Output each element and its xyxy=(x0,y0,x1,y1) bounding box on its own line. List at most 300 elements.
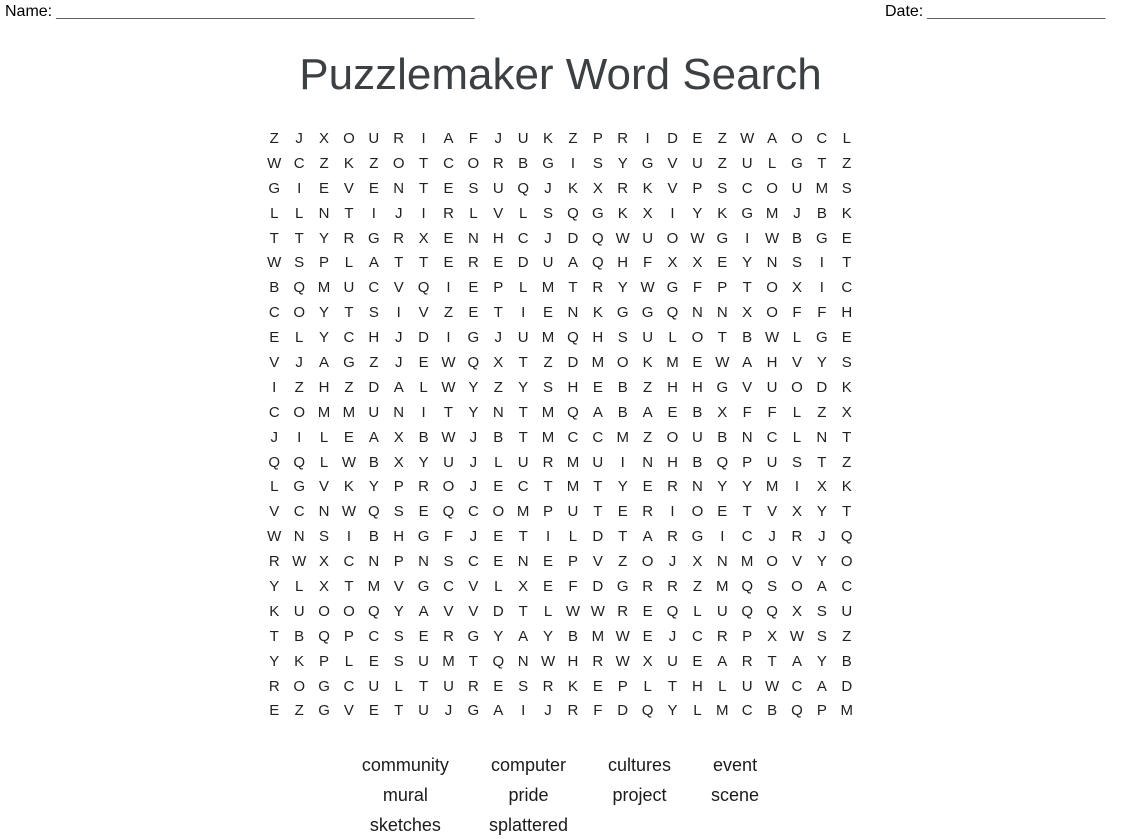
grid-cell: U xyxy=(418,702,430,720)
grid-cell: I xyxy=(620,453,625,471)
grid-cell: C xyxy=(517,478,529,496)
grid-cell: Z xyxy=(294,702,304,720)
grid-cell: S xyxy=(294,254,305,272)
grid-cell: M xyxy=(840,702,853,720)
grid-cell: N xyxy=(741,428,753,446)
grid-cell: E xyxy=(269,702,280,720)
grid-cell: X xyxy=(319,577,330,595)
grid-cell: F xyxy=(767,403,777,421)
grid-cell: A xyxy=(319,353,330,371)
grid-cell: E xyxy=(343,428,354,446)
grid-cell: U xyxy=(368,677,380,695)
grid-cell: H xyxy=(691,677,703,695)
grid-cell: X xyxy=(717,403,728,421)
grid-cell: Z xyxy=(692,577,702,595)
grid-cell: N xyxy=(293,528,305,546)
grid-cell: I xyxy=(570,154,576,172)
grid-cell: D xyxy=(368,378,380,396)
grid-cell: X xyxy=(742,304,753,322)
grid-cell: E xyxy=(368,652,379,670)
grid-cell: W xyxy=(441,428,456,446)
grid-cell: L xyxy=(319,453,329,471)
grid-cell: G xyxy=(592,204,604,222)
grid-cell: W xyxy=(615,652,630,670)
grid-cell: P xyxy=(692,179,703,197)
grid-cell: J xyxy=(394,353,403,371)
grid-cell: G xyxy=(741,204,754,222)
grid-cell: H xyxy=(318,378,330,396)
grid-cell: J xyxy=(469,453,478,471)
grid-cell: J xyxy=(295,129,303,147)
grid-cell: J xyxy=(394,204,403,222)
grid-cell: N xyxy=(318,204,330,222)
grid-cell: M xyxy=(541,279,555,297)
grid-cell: I xyxy=(346,528,352,546)
grid-cell: U xyxy=(293,602,305,620)
grid-cell: C xyxy=(343,677,355,695)
grid-cell: Z xyxy=(842,453,852,471)
grid-cell: L xyxy=(643,677,652,695)
grid-cell: E xyxy=(841,329,852,347)
grid-cell: T xyxy=(667,677,678,695)
grid-cell: X xyxy=(493,353,504,371)
grid-cell: R xyxy=(741,652,753,670)
grid-cell: O xyxy=(318,602,330,620)
grid-cell: A xyxy=(368,254,379,272)
grid-cell: M xyxy=(740,553,754,571)
grid-cell: R xyxy=(268,677,280,695)
grid-cell: O xyxy=(840,553,853,571)
grid-cell: T xyxy=(742,503,752,521)
grid-cell: W xyxy=(615,229,630,247)
grid-cell: O xyxy=(791,577,803,595)
grid-cell: E xyxy=(692,353,703,371)
name-blank-line: _______________________________________________ xyxy=(56,3,475,20)
grid-cell: G xyxy=(666,279,679,297)
grid-cell: Q xyxy=(467,353,480,371)
grid-cell: V xyxy=(443,602,454,620)
grid-cell: Z xyxy=(568,129,578,147)
grid-cell: R xyxy=(343,229,355,247)
grid-cell: Q xyxy=(741,602,754,620)
grid-cell: Y xyxy=(742,478,753,496)
grid-cell: P xyxy=(567,553,578,571)
grid-cell: I xyxy=(521,304,526,322)
grid-cell: U xyxy=(443,677,454,695)
grid-cell: N xyxy=(393,403,405,421)
grid-cell: Q xyxy=(840,528,853,546)
grid-cell: T xyxy=(717,329,727,347)
grid-cell: E xyxy=(493,254,504,272)
grid-cell: C xyxy=(741,179,753,197)
word-bank-item: computer xyxy=(490,754,566,775)
grid-cell: S xyxy=(368,304,379,322)
grid-cell: Z xyxy=(543,353,553,371)
grid-cell: I xyxy=(297,428,302,446)
grid-cell: L xyxy=(469,204,478,222)
grid-cell: K xyxy=(567,179,578,197)
grid-cell: U xyxy=(691,154,703,172)
grid-cell: E xyxy=(493,528,504,546)
grid-cell: Y xyxy=(269,577,280,595)
grid-cell: O xyxy=(791,129,803,147)
grid-cell: C xyxy=(592,428,604,446)
word-bank-item: splattered xyxy=(488,814,568,835)
grid-cell: I xyxy=(396,304,401,322)
grid-cell: W xyxy=(764,329,780,347)
word-bank-item: sketches xyxy=(369,814,441,835)
grid-cell: T xyxy=(344,304,354,322)
grid-cell: Q xyxy=(567,403,579,421)
grid-cell: E xyxy=(368,179,379,197)
grid-cell: G xyxy=(268,179,281,197)
grid-cell: B xyxy=(294,627,305,645)
grid-cell: U xyxy=(667,652,678,670)
grid-cell: X xyxy=(642,204,653,222)
grid-cell: P xyxy=(343,627,354,645)
grid-cell: I xyxy=(272,378,277,396)
grid-cell: V xyxy=(592,553,603,571)
grid-cell: T xyxy=(344,577,354,595)
grid-cell: B xyxy=(567,627,578,645)
grid-cell: W xyxy=(565,602,581,620)
grid-cell: B xyxy=(518,154,529,172)
grid-cell: A xyxy=(642,528,653,546)
grid-cell: E xyxy=(717,503,728,521)
grid-cell: C xyxy=(517,229,529,247)
grid-cell: A xyxy=(393,378,404,396)
grid-cell: N xyxy=(716,553,728,571)
grid-cell: P xyxy=(742,453,753,471)
grid-cell: Y xyxy=(319,329,330,347)
grid-cell: Z xyxy=(319,154,329,172)
grid-cell: Y xyxy=(319,304,330,322)
grid-cell: K xyxy=(642,179,653,197)
grid-cell: W xyxy=(789,627,805,645)
grid-cell: L xyxy=(718,677,727,695)
grid-cell: K xyxy=(642,353,653,371)
grid-cell: E xyxy=(418,353,429,371)
grid-cell: Y xyxy=(418,453,429,471)
grid-cell: N xyxy=(567,304,579,322)
grid-cell: B xyxy=(368,528,379,546)
grid-cell: O xyxy=(467,154,480,172)
grid-cell: C xyxy=(467,553,479,571)
grid-cell: Q xyxy=(442,503,455,521)
grid-cell: O xyxy=(766,553,778,571)
grid-cell: M xyxy=(591,627,605,645)
page-title: Puzzlemaker Word Search xyxy=(299,50,822,99)
grid-cell: T xyxy=(443,403,454,421)
grid-cell: F xyxy=(817,304,827,322)
grid-cell: X xyxy=(319,553,330,571)
grid-cell: K xyxy=(269,602,280,620)
grid-cell: Y xyxy=(269,652,280,670)
grid-cell: E xyxy=(642,627,653,645)
grid-cell: K xyxy=(294,652,305,670)
grid-cell: U xyxy=(766,453,778,471)
grid-cell: Q xyxy=(567,204,579,222)
grid-cell: F xyxy=(443,528,454,546)
grid-cell: X xyxy=(418,229,429,247)
grid-cell: G xyxy=(691,528,704,546)
date-field xyxy=(885,3,1105,21)
grid-cell: V xyxy=(269,353,280,371)
grid-cell: H xyxy=(393,528,405,546)
grid-cell: H xyxy=(567,652,579,670)
grid-cell: G xyxy=(343,353,355,371)
grid-cell: B xyxy=(717,428,728,446)
grid-cell: I xyxy=(670,503,675,521)
grid-cell: N xyxy=(642,453,654,471)
grid-cell: X xyxy=(393,428,404,446)
grid-cell: W xyxy=(441,378,456,396)
grid-cell: B xyxy=(816,204,827,222)
grid-cell: P xyxy=(319,254,330,272)
grid-cell: B xyxy=(418,428,429,446)
grid-cell: B xyxy=(617,378,628,396)
grid-cell: V xyxy=(319,478,330,496)
grid-cell: Q xyxy=(567,329,579,347)
grid-cell: V xyxy=(767,503,778,521)
grid-cell: X xyxy=(767,627,778,645)
grid-cell: E xyxy=(493,553,504,571)
grid-cell: L xyxy=(494,577,503,595)
grid-cell: Y xyxy=(543,627,554,645)
grid-cell: I xyxy=(446,279,451,297)
grid-cell: T xyxy=(468,652,478,670)
grid-cell: C xyxy=(567,428,579,446)
grid-cell: U xyxy=(741,154,753,172)
grid-cell: Y xyxy=(816,652,827,670)
grid-cell: K xyxy=(841,478,852,496)
grid-cell: S xyxy=(617,329,628,347)
grid-cell: Q xyxy=(367,602,380,620)
grid-cell: L xyxy=(792,428,802,446)
grid-cell: O xyxy=(766,304,778,322)
word-bank-empty-cell xyxy=(608,810,671,840)
grid-cell: F xyxy=(792,304,802,322)
grid-cell: X xyxy=(841,403,852,421)
grid-cell: X xyxy=(692,254,703,272)
grid-cell: G xyxy=(318,702,330,720)
grid-cell: R xyxy=(443,204,454,222)
grid-cell: M xyxy=(442,652,455,670)
grid-cell: S xyxy=(393,627,404,645)
grid-cell: K xyxy=(567,677,578,695)
grid-cell: O xyxy=(343,129,355,147)
grid-cell: G xyxy=(616,304,629,322)
grid-cell: C xyxy=(443,577,454,595)
grid-cell: F xyxy=(593,702,603,720)
grid-cell: Z xyxy=(443,304,454,322)
grid-cell: R xyxy=(667,577,678,595)
grid-cell: D xyxy=(567,229,579,247)
grid-cell: U xyxy=(517,129,529,147)
grid-cell: T xyxy=(518,428,528,446)
grid-cell: S xyxy=(319,528,330,546)
grid-cell: I xyxy=(521,702,526,720)
grid-cell: Q xyxy=(293,279,305,297)
grid-cell: Z xyxy=(369,353,379,371)
grid-cell: U xyxy=(542,254,554,272)
grid-cell: D xyxy=(418,329,430,347)
grid-cell: J xyxy=(444,702,453,720)
grid-cell: P xyxy=(617,677,628,695)
grid-cell: Z xyxy=(717,154,727,172)
grid-cell: K xyxy=(592,304,603,322)
grid-cell: R xyxy=(617,602,629,620)
grid-cell: N xyxy=(393,179,405,197)
grid-cell: E xyxy=(319,179,330,197)
word-bank-item: project xyxy=(612,784,667,805)
grid-cell: X xyxy=(642,652,653,670)
grid-cell: V xyxy=(269,503,280,521)
grid-cell: F xyxy=(692,279,702,297)
grid-cell: Q xyxy=(517,179,529,197)
grid-cell: Q xyxy=(318,627,330,645)
grid-cell: X xyxy=(393,453,404,471)
grid-cell: V xyxy=(343,702,354,720)
grid-cell: Y xyxy=(319,229,330,247)
date-label: Date: xyxy=(885,3,924,20)
grid-cell: O xyxy=(293,677,305,695)
grid-cell: L xyxy=(842,129,851,147)
grid-cell: C xyxy=(741,528,753,546)
grid-cell: Z xyxy=(269,129,279,147)
grid-cell: L xyxy=(568,528,578,546)
grid-cell: S xyxy=(767,577,778,595)
word-bank-item: community xyxy=(361,754,449,775)
grid-cell: A xyxy=(816,577,827,595)
grid-cell: L xyxy=(518,279,528,297)
grid-cell: I xyxy=(421,204,426,222)
grid-cell: R xyxy=(567,702,579,720)
grid-cell: B xyxy=(617,403,628,421)
grid-cell: E xyxy=(468,304,479,322)
grid-cell: E xyxy=(443,229,454,247)
grid-cell: M xyxy=(516,503,530,521)
grid-cell: L xyxy=(294,204,304,222)
grid-cell: D xyxy=(517,254,529,272)
grid-cell: L xyxy=(344,652,354,670)
grid-cell: E xyxy=(493,677,504,695)
grid-cell: C xyxy=(691,627,703,645)
date-blank-line: ____________________ xyxy=(927,3,1106,20)
grid-cell: J xyxy=(270,428,278,446)
grid-cell: K xyxy=(717,204,728,222)
grid-cell: W xyxy=(267,254,282,272)
grid-cell: N xyxy=(467,229,479,247)
grid-cell: T xyxy=(817,154,827,172)
grid-cell: W xyxy=(341,453,357,471)
grid-cell: W xyxy=(640,279,655,297)
grid-cell: K xyxy=(841,378,852,396)
grid-cell: T xyxy=(817,453,827,471)
grid-cell: V xyxy=(468,602,479,620)
grid-cell: R xyxy=(667,478,678,496)
grid-cell: Y xyxy=(816,353,827,371)
grid-cell: U xyxy=(368,129,380,147)
grid-cell: M xyxy=(716,702,729,720)
grid-cell: C xyxy=(368,279,380,297)
grid-cell: E xyxy=(493,478,504,496)
grid-cell: M xyxy=(541,403,555,421)
grid-cell: M xyxy=(566,453,580,471)
grid-cell: G xyxy=(542,154,554,172)
grid-cell: R xyxy=(418,478,430,496)
grid-cell: S xyxy=(791,254,802,272)
grid-cell: A xyxy=(567,254,578,272)
grid-cell: Z xyxy=(344,378,354,396)
grid-cell: R xyxy=(667,528,678,546)
grid-cell: C xyxy=(343,329,355,347)
grid-cell: H xyxy=(841,304,853,322)
grid-cell: J xyxy=(544,702,552,720)
grid-cell: C xyxy=(766,428,778,446)
grid-cell: E xyxy=(617,503,628,521)
grid-cell: Q xyxy=(417,279,430,297)
grid-cell: O xyxy=(616,353,629,371)
grid-cell: J xyxy=(469,478,478,496)
grid-cell: A xyxy=(791,652,802,670)
grid-cell: C xyxy=(268,403,280,421)
grid-cell: Q xyxy=(741,577,754,595)
grid-cell: O xyxy=(691,329,704,347)
grid-cell: E xyxy=(418,627,429,645)
grid-cell: C xyxy=(268,304,280,322)
grid-cell: H xyxy=(368,329,380,347)
grid-cell: Q xyxy=(492,652,505,670)
grid-cell: P xyxy=(493,279,504,297)
grid-cell: W xyxy=(540,652,556,670)
grid-cell: N xyxy=(492,403,504,421)
grid-cell: O xyxy=(666,428,679,446)
grid-cell: W xyxy=(740,129,755,147)
grid-cell: A xyxy=(592,403,603,421)
grid-cell: F xyxy=(643,254,653,272)
grid-cell: U xyxy=(592,453,604,471)
grid-cell: U xyxy=(841,602,853,620)
grid-cell: A xyxy=(368,428,379,446)
grid-cell: R xyxy=(716,627,728,645)
grid-cell: Q xyxy=(716,453,729,471)
grid-cell: D xyxy=(841,677,853,695)
grid-cell: S xyxy=(443,553,454,571)
grid-cell: T xyxy=(294,229,304,247)
grid-cell: T xyxy=(593,478,603,496)
grid-cell: Z xyxy=(817,403,827,421)
grid-cell: M xyxy=(367,577,381,595)
grid-cell: C xyxy=(293,503,305,521)
grid-cell: J xyxy=(469,428,478,446)
grid-cell: I xyxy=(819,254,824,272)
grid-cell: N xyxy=(716,304,728,322)
grid-cell: R xyxy=(642,577,654,595)
grid-cell: E xyxy=(418,503,429,521)
grid-cell: J xyxy=(494,329,503,347)
grid-cell: Z xyxy=(493,378,503,396)
grid-cell: X xyxy=(319,129,330,147)
grid-cell: X xyxy=(791,503,802,521)
grid-cell: G xyxy=(467,627,480,645)
grid-cell: A xyxy=(443,129,454,147)
grid-cell: G xyxy=(417,528,430,546)
grid-cell: U xyxy=(492,179,504,197)
grid-cell: T xyxy=(419,254,429,272)
grid-cell: S xyxy=(543,378,554,396)
grid-cell: A xyxy=(493,702,504,720)
